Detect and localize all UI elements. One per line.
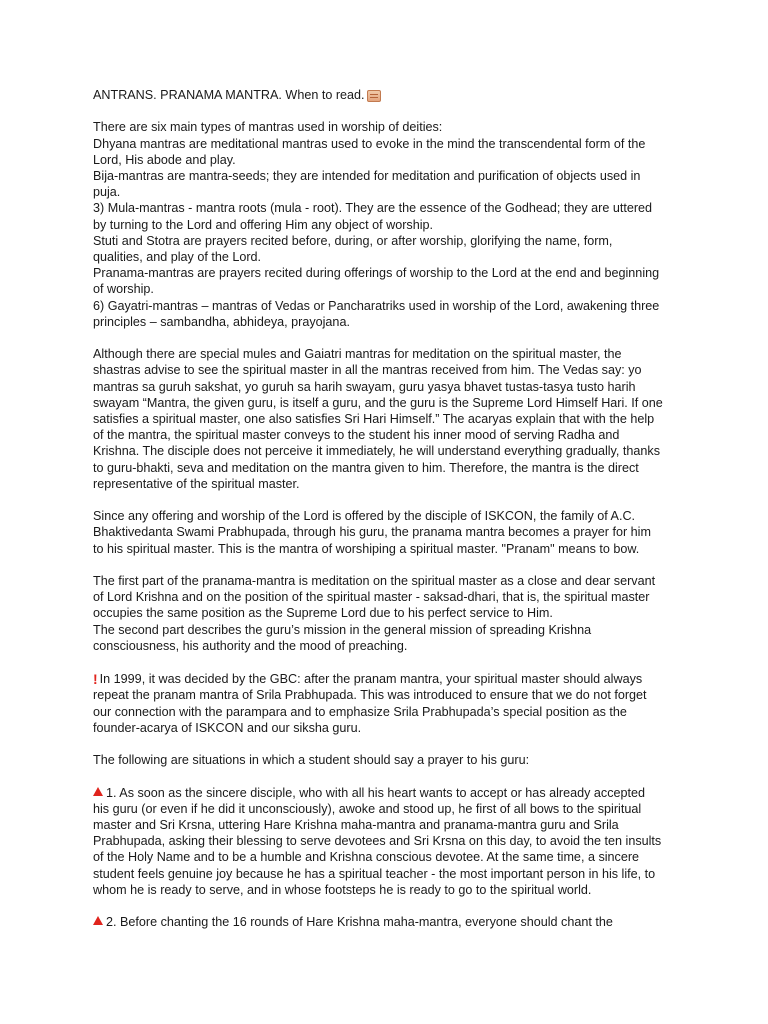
text-line: satisfies a spiritual master, one also satisfies Sri Hari Himself.” The acaryas explain that with the help bbox=[93, 412, 655, 427]
text-line: 2. Before chanting the 16 rounds of Hare Krishna maha-mantra, everyone should chant the bbox=[106, 915, 613, 930]
text-line: puja. bbox=[93, 185, 121, 200]
text-line: Bija-mantras are mantra-seeds; they are intended for meditation and purification of objects used in bbox=[93, 169, 641, 183]
text-line: of worship. bbox=[93, 282, 154, 297]
text-line: Dhyana mantras are meditational mantras used to evoke in the mind the transcendental form of the bbox=[93, 136, 646, 151]
situation-1-line bbox=[93, 785, 688, 801]
document-title: ANTRANS. PRANAMA MANTRA. When to read. bbox=[93, 88, 365, 102]
text-line: Lord, His abode and play. bbox=[93, 152, 236, 167]
paragraph-gap bbox=[93, 557, 688, 573]
text-line: 1. As soon as the sincere disciple, who with all his heart wants to accept or has already accepted bbox=[106, 785, 646, 800]
paragraph-gap bbox=[93, 330, 688, 346]
text-line: mantras sa guruh sakshat, yo guruh sa harih swayam, guru yasya bhavet tustas-tasya tusto harih bbox=[93, 379, 636, 394]
exclamation-icon: ! bbox=[93, 671, 98, 688]
text-line: by turning to the Lord and offering Him any object of worship. bbox=[93, 217, 433, 232]
text-line: Prabhupada, asking their blessing to serve devotees and Sri Krsna on this day, to avoid the ten insults bbox=[93, 834, 662, 849]
text-line: The following are situations in which a student should say a prayer to his guru: bbox=[93, 753, 530, 768]
text-line: 6) Gayatri-mantras – mantras of Vedas or Pancharatriks used in worship of the Lord, awakening three bbox=[93, 298, 660, 313]
text-line: Krishna. The disciple does not perceive it immediately, he will understand everything gradually, thanks bbox=[93, 444, 661, 459]
paragraph-gap bbox=[93, 654, 688, 670]
text-line: of the mantra, the spiritual master conveys to the student his inner mood of serving Radha and bbox=[93, 428, 620, 443]
text-line: There are six main types of mantras used in worship of deities: bbox=[93, 120, 443, 135]
text-line: swayam “Mantra, the given guru, is itself a guru, and the guru is the Supreme Lord Himself Hari. If one bbox=[93, 395, 663, 410]
text-line: to his spiritual master. This is the mantra of worshiping a spiritual master. "Pranam" means to bow. bbox=[93, 541, 640, 556]
text-line: master and Sri Krsna, uttering Hare Krishna maha-mantra and pranama-mantra guru and Srila bbox=[93, 818, 619, 833]
text-line: his guru (or even if he did it unconsciously), awoke and stood up, he first of all bows to the spiritual bbox=[93, 801, 642, 816]
warning-triangle-icon bbox=[93, 787, 103, 796]
text-line: repeat the pranam mantra of Srila Prabhupada. This was introduced to ensure that we do not forget bbox=[93, 688, 647, 703]
text-line: The second part describes the guru’s mission in the general mission of spreading Krishna bbox=[93, 622, 592, 637]
text-line: founder-acarya of ISKCON and our siksha guru. bbox=[93, 720, 362, 735]
text-line: Bhaktivedanta Swami Prabhupada, through his guru, the pranama mantra becomes a prayer for him bbox=[93, 525, 651, 540]
text-line: our connection with the parampara and to emphasize Srila Prabhupada’s special position as the bbox=[93, 704, 627, 719]
text-line: of Lord Krishna and on the position of the spiritual master - saksad-dhari, that is, the spiritual master bbox=[93, 590, 650, 605]
text-line: whom he is ready to serve, and in whose footsteps he is ready to go to the spiritual world. bbox=[93, 882, 592, 897]
text-line: Since any offering and worship of the Lord is offered by the disciple of ISKCON, the family of A.C. bbox=[93, 509, 636, 524]
text-line: principles – sambandha, abhideya, prayojana. bbox=[93, 314, 350, 329]
paragraph-gap bbox=[93, 736, 688, 752]
text-line: to guru-bhakti, seva and meditation on the mantra given to him. Therefore, the mantra is the direct bbox=[93, 460, 639, 475]
text-line: representative of the spiritual master. bbox=[93, 476, 300, 491]
paragraph-gap bbox=[93, 768, 688, 784]
text-line: student feels genuine joy because he has a spiritual teacher - the most important person in his life, to bbox=[93, 866, 656, 881]
text-line: shastras advise to see the spiritual master in all the mantras received from him. The Vedas say: yo bbox=[93, 363, 642, 378]
warning-triangle-icon bbox=[93, 916, 103, 925]
text-line: occupies the same position as the Supreme Lord due to his perfect service to Him. bbox=[93, 606, 553, 621]
text-line: In 1999, it was decided by the GBC: after the pranam mantra, your spiritual master should always bbox=[99, 672, 643, 687]
paragraph-gap bbox=[93, 898, 688, 914]
text-line: Pranama-mantras are prayers recited during offerings of worship to the Lord at the end and beginning bbox=[93, 266, 660, 281]
document-title-line bbox=[93, 87, 688, 103]
situation-2-line bbox=[93, 914, 688, 930]
paragraph-gap bbox=[93, 492, 688, 508]
scroll-icon bbox=[367, 90, 381, 102]
text-line: qualities, and play of the Lord. bbox=[93, 250, 262, 265]
text-line: Stuti and Stotra are prayers recited before, during, or after worship, glorifying the name, form, bbox=[93, 233, 613, 248]
gbc-note-line bbox=[93, 670, 688, 687]
text-line: 3) Mula-mantras - mantra roots (mula - root). They are the essence of the Godhead; they are uttered bbox=[93, 201, 653, 216]
text-line: consciousness, his authority and the mood of preaching. bbox=[93, 638, 408, 653]
text-line: of the Holy Name and to be a humble and Krishna conscious devotee. At the same time, a sincere bbox=[93, 850, 640, 865]
text-line: The first part of the pranama-mantra is meditation on the spiritual master as a close and dear servant bbox=[93, 574, 656, 589]
text-line: Although there are special mules and Gaiatri mantras for meditation on the spiritual master, the bbox=[93, 347, 622, 362]
paragraph-gap bbox=[93, 103, 688, 119]
